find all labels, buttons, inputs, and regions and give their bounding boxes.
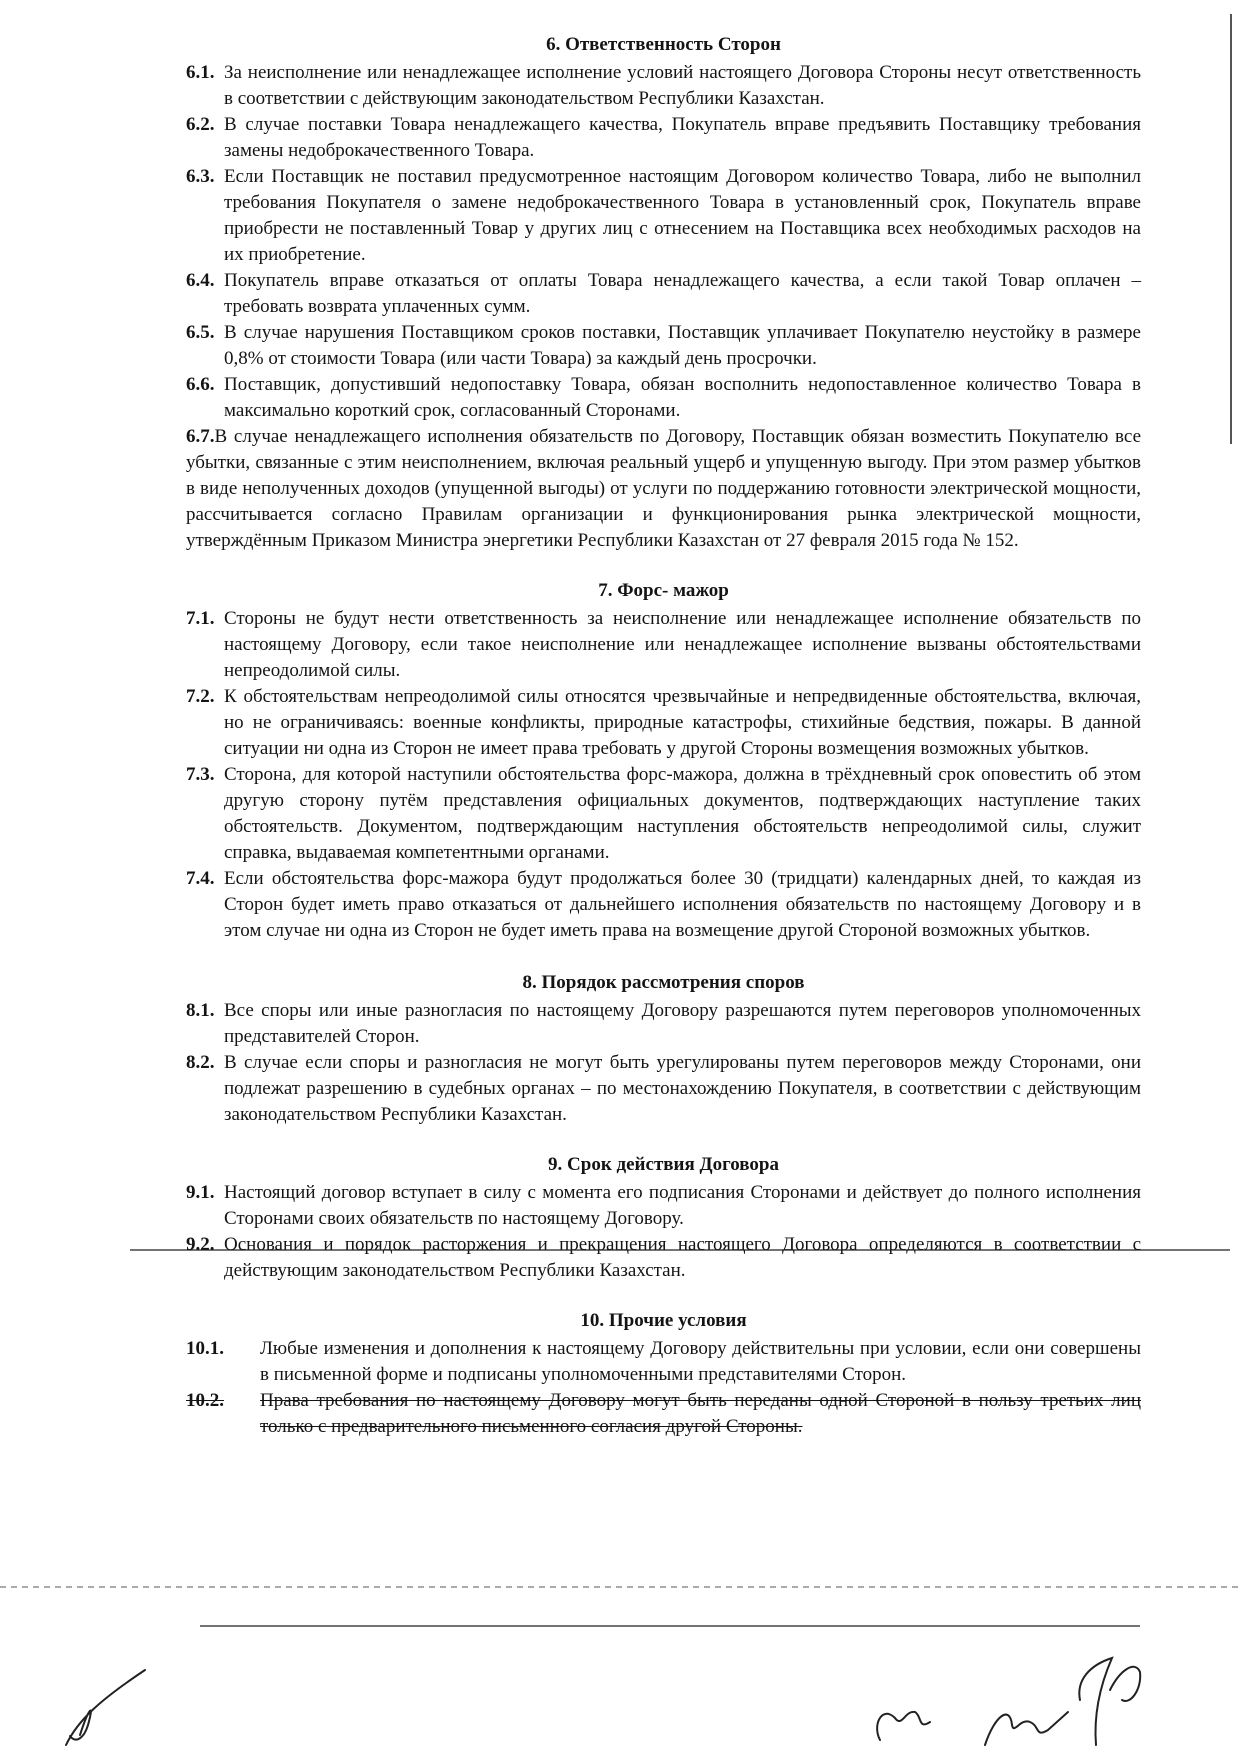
section-title: 9. Срок действия Договора <box>548 1154 779 1175</box>
clause-number: 6.4. <box>186 270 215 291</box>
section-title: 8. Порядок рассмотрения споров <box>522 972 805 993</box>
clause-text: В случае поставки Товара ненадлежащего качества, Покупатель вправе предъявить Поставщику требования замены недоброкачественного Товара. <box>224 114 1141 161</box>
section-title: 7. Форс- мажор <box>598 580 729 601</box>
clause-number: 7.1. <box>186 608 215 629</box>
clause-number: 10.2. <box>186 1390 224 1411</box>
clause-text: Права требования по настоящему Договору могут быть переданы одной Стороной в пользу третьих лиц только с предварительного письменного согласия другой Стороны. <box>260 1390 1141 1437</box>
clause <box>186 998 1141 1050</box>
clause <box>186 164 1141 268</box>
clause <box>186 606 1141 684</box>
clause <box>186 1232 1141 1284</box>
clause <box>186 762 1141 866</box>
clause-text: Покупатель вправе отказаться от оплаты Товара ненадлежащего качества, а если такой Товар оплачен – требовать возврата уплаченных сумм. <box>224 270 1141 317</box>
clause <box>186 372 1141 424</box>
clause <box>186 60 1141 112</box>
clause-text: К обстоятельствам непреодолимой силы относятся чрезвычайные и непредвиденные обстоятельства, включая, но не ограничиваясь: военные конфликты, природные катастрофы, стихийные бедствия, пожары. В данной ситуации ни одна из Сторон не имеет права требовать у другой Стороны возмещения возможных убытков. <box>224 686 1141 759</box>
section-7 <box>186 578 1141 944</box>
clause-number: 6.7. <box>186 426 215 447</box>
clause <box>186 866 1141 944</box>
section-title: 10. Прочие условия <box>580 1310 747 1331</box>
clause-number: 6.2. <box>186 114 215 135</box>
section-6 <box>186 32 1141 554</box>
scan-edge-line <box>1230 14 1232 444</box>
clause-text: В случае если споры и разногласия не могут быть урегулированы путем переговоров между Сторонами, они подлежат разрешению в судебных органах – по местонахождению Покупателя, в соответствии с действующим законодательством Республики Казахстан. <box>224 1052 1141 1125</box>
clause-text: В случае ненадлежащего исполнения обязательств по Договору, Поставщик обязан возместить Покупателю все убытки, связанные с этим неисполнением, включая реальный ущерб и упущенную выгоду. При этом размер убытков в виде неполученных доходов (упущенной выгоды) от услуги по поддержанию готовности электрической мощности, рассчитывается согласно Правилам организации и функционирования рынка электрической мощности, утверждённым Приказом Министра энергетики Республики Казахстан от 27 февраля 2015 года № 152. <box>186 426 1141 551</box>
clause-text: Основания и порядок расторжения и прекращения настоящего Договора определяются в соответствии с действующим законодательством Республики Казахстан. <box>224 1234 1141 1281</box>
clause-text: Поставщик, допустивший недопоставку Товара, обязан восполнить недопоставленное количество Товара в максимально короткий срок, согласованный Сторонами. <box>224 374 1141 421</box>
clause-number: 7.2. <box>186 686 215 707</box>
clause <box>186 112 1141 164</box>
clause-text: Стороны не будут нести ответственность за неисполнение или ненадлежащее исполнение обязательств по настоящему Договору, если такое неисполнение или ненадлежащее исполнение вызваны обстоятельствами непреодолимой силы. <box>224 608 1141 681</box>
clause-number: 10.1. <box>186 1338 224 1359</box>
clause-text: Все споры или иные разногласия по настоящему Договору разрешаются путем переговоров уполномоченных представителей Сторон. <box>224 1000 1141 1047</box>
clause <box>186 1180 1141 1232</box>
clause-struck <box>186 1388 1141 1440</box>
clause-number: 9.1. <box>186 1182 215 1203</box>
clause-number: 8.2. <box>186 1052 215 1073</box>
clause-number: 6.5. <box>186 322 215 343</box>
document-body <box>186 32 1141 1464</box>
clause-number: 9.2. <box>186 1234 215 1255</box>
clause-number: 8.1. <box>186 1000 215 1021</box>
clause-number: 7.3. <box>186 764 215 785</box>
clause-number: 6.3. <box>186 166 215 187</box>
clause-text: Сторона, для которой наступили обстоятельства форс-мажора, должна в трёхдневный срок оповестить об этом другую сторону путём представления официальных документов, подтверждающих наступление таких обстоятельств. Документом, подтверждающим наступления обстоятельств непреодолимой силы, служит справка, выдаваемая компетентными органами. <box>224 764 1141 863</box>
clause-number: 6.1. <box>186 62 215 83</box>
clause-text: За неисполнение или ненадлежащее исполнение условий настоящего Договора Стороны несут ответственность в соответствии с действующим законодательством Республики Казахстан. <box>224 62 1141 109</box>
clause <box>186 1336 1141 1388</box>
clause-text: Любые изменения и дополнения к настоящему Договору действительны при условии, если они совершены в письменной форме и подписаны уполномоченными представителями Сторон. <box>260 1338 1141 1385</box>
clause-text: Если Поставщик не поставил предусмотренное настоящим Договором количество Товара, либо не выполнил требования Покупателя о замене недоброкачественного Товара в установленный срок, Покупатель вправе приобрести не поставленный Товар у других лиц с отнесением на Поставщика всех необходимых расходов на их приобретение. <box>224 166 1141 265</box>
clause-text: Настоящий договор вступает в силу с момента его подписания Сторонами и действует до полного исполнения Сторонами своих обязательств по настоящему Договору. <box>224 1182 1141 1229</box>
clause-text: В случае нарушения Поставщиком сроков поставки, Поставщик уплачивает Покупателю неустойку в размере 0,8% от стоимости Товара (или части Товара) за каждый день просрочки. <box>224 322 1141 369</box>
clause <box>186 268 1141 320</box>
section-10 <box>186 1308 1141 1440</box>
section-9 <box>186 1152 1141 1284</box>
right-signatures <box>877 1658 1140 1745</box>
clause-number: 7.4. <box>186 868 215 889</box>
section-title: 6. Ответственность Сторон <box>546 34 781 55</box>
clause <box>186 684 1141 762</box>
left-signature <box>66 1670 145 1745</box>
clause-number: 6.6. <box>186 374 215 395</box>
clause <box>186 320 1141 372</box>
clause <box>186 1050 1141 1128</box>
clause-text: Если обстоятельства форс-мажора будут продолжаться более 30 (тридцати) календарных дней, то каждая из Сторон будет иметь право отказаться от дальнейшего исполнения обязательств по настоящему Договору и в этом случае ни одна из Сторон не будет иметь права на возмещение другой Стороной возможных убытков. <box>224 868 1141 941</box>
section-8 <box>186 970 1141 1128</box>
clause-block <box>186 424 1141 554</box>
